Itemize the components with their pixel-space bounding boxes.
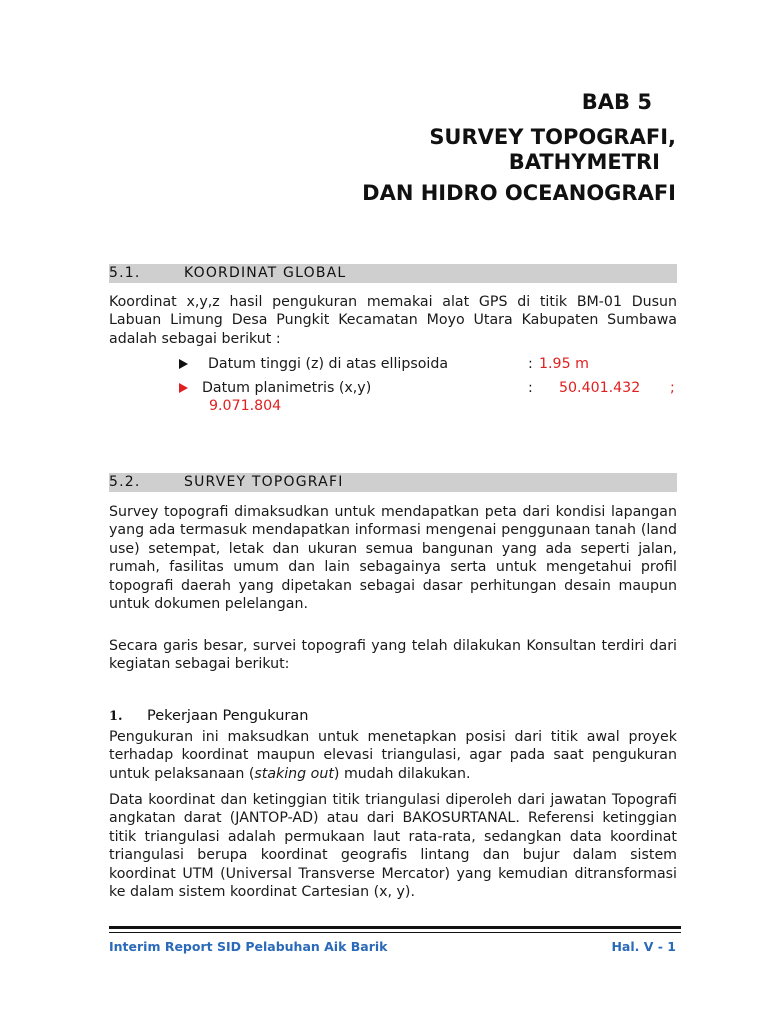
bullet-label-datum-tinggi: Datum tinggi (z) di atas ellipsoida bbox=[208, 356, 449, 372]
subsection1-paragraph-1 bbox=[109, 728, 677, 783]
bullet-label-datum-planimetris: Datum planimetris (x,y) bbox=[202, 380, 372, 396]
bullet-value-x: 50.401.432 bbox=[559, 380, 641, 396]
paragraph-text: Pengukuran ini maksudkan untuk menetapkan posisi dari titik awal proyek terhadap koordinat maupun elevasi triangulasi, agar pada saat pengukuran untuk pelaksanaan ( bbox=[109, 729, 677, 782]
subsection-number: 1. bbox=[109, 709, 123, 724]
section-title: SURVEY TOPOGRAFI bbox=[184, 474, 344, 490]
arrow-bullet-icon bbox=[179, 359, 188, 369]
arrow-bullet-icon bbox=[179, 383, 188, 393]
section-heading-koordinat-global bbox=[109, 264, 677, 283]
subsection-title: Pekerjaan Pengukuran bbox=[147, 708, 309, 724]
section2-paragraph-1: Survey topografi dimaksudkan untuk mendapatkan peta dari kondisi lapangan yang ada termasuk mendapatkan informasi mengenai penggunaan tanah (land use) setempat, letak dan ukuran semua bangunan yang ada seperti jalan, rumah, fasilitas umum dan lain sebagainya serta untuk mengetahui profil topografi daerah yang dipetakan sebagai dasar perhitungan desain maupun untuk dokumen pelelangan. bbox=[109, 504, 677, 613]
bullet-colon: : bbox=[528, 356, 533, 372]
bullet-value-y: 9.071.804 bbox=[209, 398, 282, 414]
subsection1-paragraph-2: Data koordinat dan ketinggian titik triangulasi diperoleh dari jawatan Topografi angkatan darat (JANTOP-AD) atau dari BAKOSURTANAL. Referensi ketinggian titik triangulasi adalah permukaan laut rata-rata, sedangkan data koordinat triangulasi berupa koordinat geografis lintang dan bujur dalam sistem koordinat UTM (Universal Transverse Mercator) yang kemudian ditransformasi ke dalam sistem koordinat Cartesian (x, y). bbox=[109, 792, 677, 901]
section-heading-survey-topografi bbox=[109, 473, 677, 492]
italic-term: staking out bbox=[254, 765, 334, 782]
section2-paragraph-2: Secara garis besar, survei topografi yang telah dilakukan Konsultan terdiri dari kegiatan sebagai berikut: bbox=[109, 638, 677, 673]
footer-page-number: Hal. V - 1 bbox=[611, 939, 676, 954]
footer-rule-thick bbox=[109, 926, 681, 929]
bullet-colon: : bbox=[528, 380, 533, 396]
bullet-value-separator: ; bbox=[670, 380, 675, 396]
section-title: KOORDINAT GLOBAL bbox=[184, 265, 347, 281]
chapter-number: BAB 5 bbox=[581, 90, 652, 114]
section-number: 5.1. bbox=[109, 265, 141, 281]
chapter-title-line-3: DAN HIDRO OCEANOGRAFI bbox=[362, 181, 676, 205]
paragraph-text: ) mudah dilakukan. bbox=[333, 765, 471, 782]
section-number: 5.2. bbox=[109, 474, 141, 490]
chapter-title-line-1: SURVEY TOPOGRAFI, bbox=[429, 125, 676, 149]
bullet-value-datum-tinggi: 1.95 m bbox=[539, 356, 589, 372]
footer-report-title: Interim Report SID Pelabuhan Aik Barik bbox=[109, 939, 388, 954]
chapter-title-line-2: BATHYMETRI bbox=[508, 150, 660, 174]
section1-paragraph: Koordinat x,y,z hasil pengukuran memakai alat GPS di titik BM-01 Dusun Labuan Limung Desa Pungkit Kecamatan Moyo Utara Kabupaten Sumbawa adalah sebagai berikut : bbox=[109, 294, 677, 347]
footer-rule-thin bbox=[109, 932, 681, 933]
